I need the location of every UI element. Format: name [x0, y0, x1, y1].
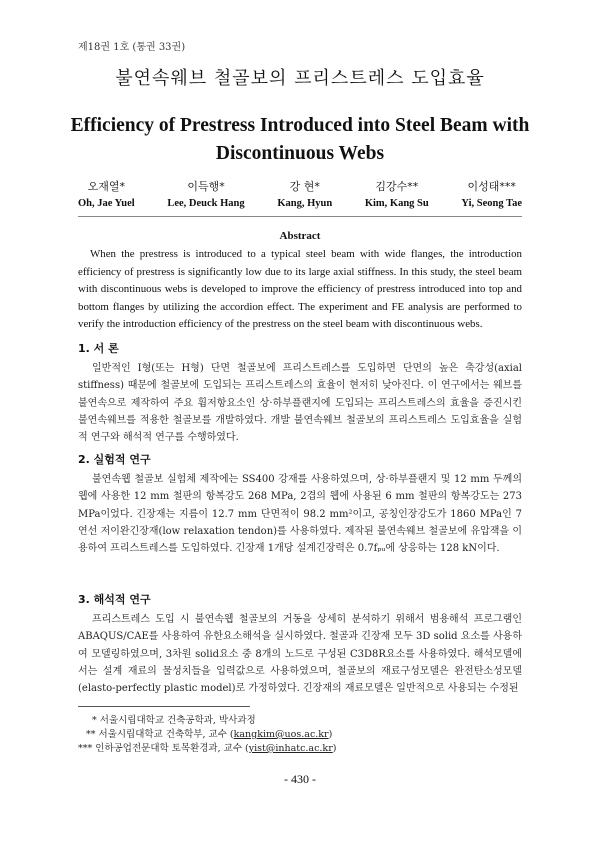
section-heading-introduction: 1. 서 론: [78, 342, 119, 355]
author: [167, 178, 244, 209]
author-name-korean: 오재열*: [87, 180, 126, 193]
footnote-email-link[interactable]: yist@inhatc.ac.kr: [248, 743, 333, 754]
footnote-affiliation: [92, 712, 256, 726]
abstract-text: When the prestress is introduced to a typical steel beam with wide flanges, the introduction efficiency of prestress is significantly low due to its large axial stiffness. In this study, the steel beam with discontinuous webs is developed to improve the efficiency of prestress introduced into top and bottom flanges by utilizing the accordion effect. The experiment and FE analysis are performed to verify the introduction efficiency of the prestress on the steel beam with discontinuous webs.: [78, 248, 522, 331]
footnote-affiliation: [86, 726, 332, 740]
header-divider: [78, 216, 522, 217]
page-number: - 430 -: [284, 772, 316, 786]
footnote-mark: *: [92, 715, 100, 726]
author-name-korean: 이성태***: [467, 180, 516, 193]
author-list: [78, 178, 522, 209]
author: [277, 178, 332, 209]
author-name-english: Lee, Deuck Hang: [167, 198, 245, 209]
footnote-mark: **: [86, 729, 99, 740]
author-name-english: Kang, Hyun: [277, 198, 333, 209]
author-name-korean: 이득행*: [187, 180, 225, 193]
author-name-korean: 김강수**: [375, 180, 419, 193]
footnote-close: ): [332, 743, 337, 754]
footnote-email-link[interactable]: kangkim@uos.ac.kr: [233, 729, 329, 740]
section-text-analytical: 프리스트레스 도입 시 불연속웹 철골보의 거동을 상세히 분석하기 위해서 범용해석 프로그램인 ABAQUS/CAE를 사용하여 유한요소해석을 실시하였다. 철골과 긴장재 모두 3D solid 요소를 사용하여 모델링하였으며, 3차원 solid요소 중 8개의 노드로 구성된 C3D8R요소를 사용하였다. 해석모델에서는 설계 재료의 물성치들을 입력값으로 사용하였으며, 철골보의 재료구성모델은 완전탄소성모델(elasto-perfectly plastic model)로 가정하였다. 긴장재의 재료모델은 일반적으로 사용되는 수정된: [78, 614, 522, 695]
author: [365, 178, 429, 209]
author-name-english: Kim, Kang Su: [364, 198, 429, 209]
footnote-text: 서울시립대학교 건축학부, 교수 (: [98, 729, 234, 740]
author-name-korean: 강 현*: [289, 180, 320, 193]
author: [461, 178, 522, 209]
author: [78, 178, 135, 209]
footnote-close: ): [328, 729, 333, 740]
section-text-introduction: 일반적인 I형(또는 H형) 단면 철골보에 프리스트레스를 도입하면 단면의 높은 축강성(axial stiffness) 때문에 철골보에 도입되는 프리스트레스의 효율이 현저히 낮아진다. 이 연구에서는 웨브를 불연속으로 제작하여 주요 휨저항요소인 상·하부플랜지에 도입되는 프리스트레스의 효율을 증진시킨 불연속웨브를 적용한 철골보를 개발하였다. 개발 불연속웨브 철골보의 프리스트레스 도입효율을 실험적 연구와 해석적 연구를 수행하였다.: [78, 363, 522, 444]
footnote-text: 서울시립대학교 건축공학과, 박사과정: [99, 715, 256, 726]
title-english: Efficiency of Prestress Introduced into Steel Beam with Discontinuous Webs: [70, 115, 530, 164]
footnote-mark: ***: [78, 743, 96, 754]
section-heading-experimental: 2. 실험적 연구: [78, 453, 151, 466]
title-korean: 불연속웨브 철골보의 프리스트레스 도입효율: [115, 68, 485, 89]
author-name-english: Yi, Seong Tae: [461, 198, 522, 209]
journal-volume: 제18권 1호 (통권 33권): [78, 42, 186, 53]
section-text-experimental: 불연속웹 철골보 실험체 제작에는 SS400 강재를 사용하였으며, 상·하부플랜지 및 12 mm 두께의 웹에 사용한 12 mm 철판의 항복강도 268 MPa, 2겹의 웹에 사용된 6 mm 철판의 항복강도는 273 MPa이었다. 긴장재는 지름이 12.7 mm 단면적이 98.2 mm²이고, 공칭인장강도가 1860 MPa인 7연선 저이완긴장재(low relaxation tendon)를 사용하였다. 제작된 불연속웨브 철골보에 유압잭을 이용하여 프리스트레스를 도입하였다. 긴장재 1개당 설계긴장력은 0.7fₚᵤ에 상응하는 128 kN이다.: [78, 474, 522, 555]
footnote-affiliation: [78, 740, 336, 754]
footnote-text: 인하공업전문대학 토목환경과, 교수 (: [95, 743, 249, 754]
footnote-divider: [78, 706, 250, 707]
abstract-heading: Abstract: [279, 230, 321, 242]
author-name-english: Oh, Jae Yuel: [78, 198, 135, 209]
section-heading-analytical: 3. 해석적 연구: [78, 593, 151, 606]
